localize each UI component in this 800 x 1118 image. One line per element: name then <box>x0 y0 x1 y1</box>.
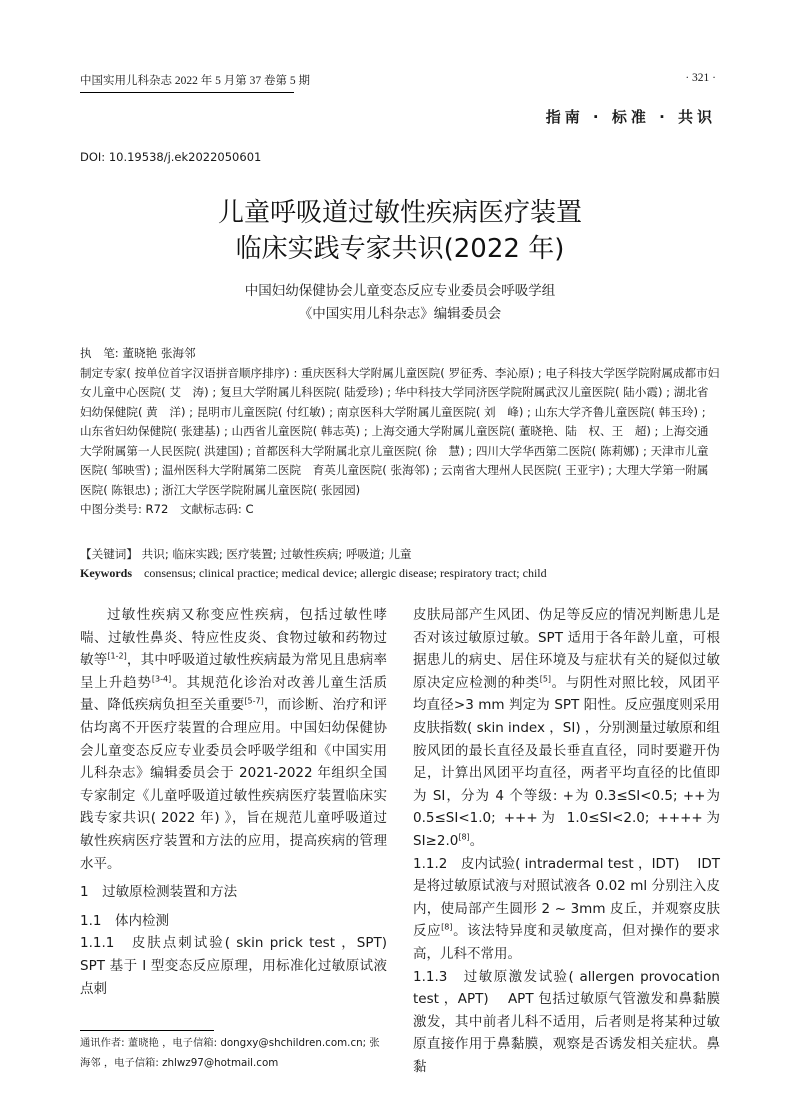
spt-continued: 皮肤局部产生风团、伪足等反应的情况判断患儿是否对该过敏原过敏。SPT 适用于各年龄儿童，可根据患儿的病史、居住环境及与症状有关的疑似过敏原决定应检测的种类[5]。与阴性对照比较，风团平均直径>3 mm 判定为 SPT 阳性。反应强度则采用皮肤指数( skin index ，SI) ，分别测量过敏原和组胺风团的最长直径及最长垂直直径，同时要避开伪足，计算出风团平均直径，两者平均直径的比值即为 SI，分为 4 个等级: +为 0.3≤SI<0.5; ++为 0.5≤SI<1.0; +++为 1.0≤SI<2.0; ++++为 SI≥2.0[8]。 <box>413 607 721 849</box>
citation: [1-2] <box>107 651 127 661</box>
experts: 制定专家( 按单位首字汉语拼音顺序排序) : 重庆医科大学附属儿童医院( 罗征秀、李沁原) ; 电子科技大学医学院附属成都市妇女儿童中心医院( 艾 涛) ; 复旦大学附属儿科医院( 陆爱珍) ; 华中科技大学同济医学院附属武汉儿童医院( 陆小霞) ; 湖北省妇幼保健院( 黄 洋) ; 昆明市儿童医院( 付红敏) ; 南京医科大学附属儿童医院( 刘 峰) ; 山东大学齐鲁儿童医院( 韩玉玲) ; 山东省妇幼保健院( 张建基) ; 山西省儿童医院( 韩志英) ; 上海交通大学附属儿童医院( 董晓艳、陆 权、王 超) ; 上海交通大学附属第一人民医院( 洪建国) ; 首都医科大学附属北京儿童医院( 徐 慧) ; 四川大学华西第二医院( 陈莉娜) ; 天津市儿童医院( 邹映雪) ; 温州医科大学附属第二医院 育英儿童医院( 张海邻) ; 云南省大理州人民医院( 王亚宇) ; 大理大学第一附属医院( 陈银忠) ; 浙江大学医学院附属儿童医院( 张园园) <box>80 365 720 497</box>
right-column <box>413 604 720 1078</box>
citation: [5-7] <box>244 696 264 706</box>
author-block <box>80 344 720 520</box>
citation: [3-4] <box>151 674 172 684</box>
keywords-cn-text: 共识; 临床实践; 医疗装置; 过敏性疾病; 呼吸道; 儿童 <box>141 547 412 561</box>
left-column <box>80 604 405 1000</box>
apt-paragraph: 1.1.3 过敏原激发试验( allergen provocation test ，APT) APT 包括过敏原气管激发和鼻黏膜激发，其中前者儿科不适用，后者则是将某种过敏原直接作用于鼻黏膜，观察是否诱发相关症状。鼻黏 <box>413 968 720 1075</box>
intro-paragraph: 过敏性疾病又称变应性疾病，包括过敏性哮喘、过敏性鼻炎、特应性皮炎、食物过敏和药物过敏等[1-2]，其中呼吸道过敏性疾病最为常见且患病率呈上升趋势[3-4]。其规范化诊治对改善儿童生活质量、降低疾病负担至关重要[5-7]，而诊断、治疗和评估均离不开医疗装置的合理应用。中国妇幼保健协会儿童变态反应专业委员会呼吸学组和《中国实用儿科杂志》编辑委员会于 2021-2022 年组织全国专家制定《儿童呼吸道过敏性疾病医疗装置临床实践专家共识( 2022 年) 》，旨在规范儿童呼吸道过敏性疾病医疗装置和方法的应用，提高疾病的管理水平。 <box>80 607 388 872</box>
idt-paragraph: 1.1.2 皮内试验( intradermal test ，IDT) IDT 是将过敏原试液与对照试液各 0.02 ml 分别注入皮内，使局部产生圆形 2 ~ 3mm 皮丘，并观察皮肤反应[8]。该法特异度和灵敏度高，但对操作的要求高，儿科不常用。 <box>413 855 721 962</box>
doi: DOI: 10.19538/j.ek2022050601 <box>80 150 262 164</box>
journal-header: 中国实用儿科杂志 2022 年 5 月第 37 卷第 5 期 <box>80 75 310 87</box>
page-number: · 321 · <box>685 72 716 84</box>
organization-2: 《中国实用儿科杂志》编辑委员会 <box>298 306 502 322</box>
spt-paragraph: 1.1.1 皮肤点刺试验( skin prick test ，SPT) SPT 基于 I 型变态反应原理，用标准化过敏原试液点刺 <box>80 935 405 997</box>
organization-1: 中国妇幼保健协会儿童变态反应专业委员会呼吸学组 <box>244 283 556 299</box>
keywords-cn <box>80 546 720 562</box>
section-heading-1: 1 过敏原检测装置和方法 <box>80 884 238 901</box>
title-line-1: 儿童呼吸道过敏性疾病医疗装置 <box>217 198 582 228</box>
classification: 中图分类号: R72 文献标志码: C <box>80 502 254 516</box>
keywords-cn-label: 【关键词】 <box>80 547 138 561</box>
footnote-rule <box>80 1030 214 1031</box>
section-heading-1-1: 1.1 体内检测 <box>80 912 169 929</box>
citation: [5] <box>539 674 552 684</box>
header-rule <box>80 92 294 93</box>
keywords-en-label: Keywords <box>80 566 132 580</box>
citation: [8] <box>458 832 470 842</box>
footnote: 通讯作者: 董晓艳 ，电子信箱: dongxy@shchildren.com.cn; 张海邻 ，电子信箱: zhlwz97@hotmail.com <box>80 1037 380 1069</box>
section-tag: 指南 · 标准 · 共识 <box>545 108 716 126</box>
keywords-en-text: consensus; clinical practice; medical device; allergic disease; respiratory tract; child <box>144 566 547 580</box>
authors: 执 笔: 董晓艳 张海邻 <box>80 346 196 360</box>
keywords-en <box>80 566 720 581</box>
citation: [8] <box>441 922 453 932</box>
title-line-2: 临床实践专家共识(2022 年) <box>235 234 565 264</box>
